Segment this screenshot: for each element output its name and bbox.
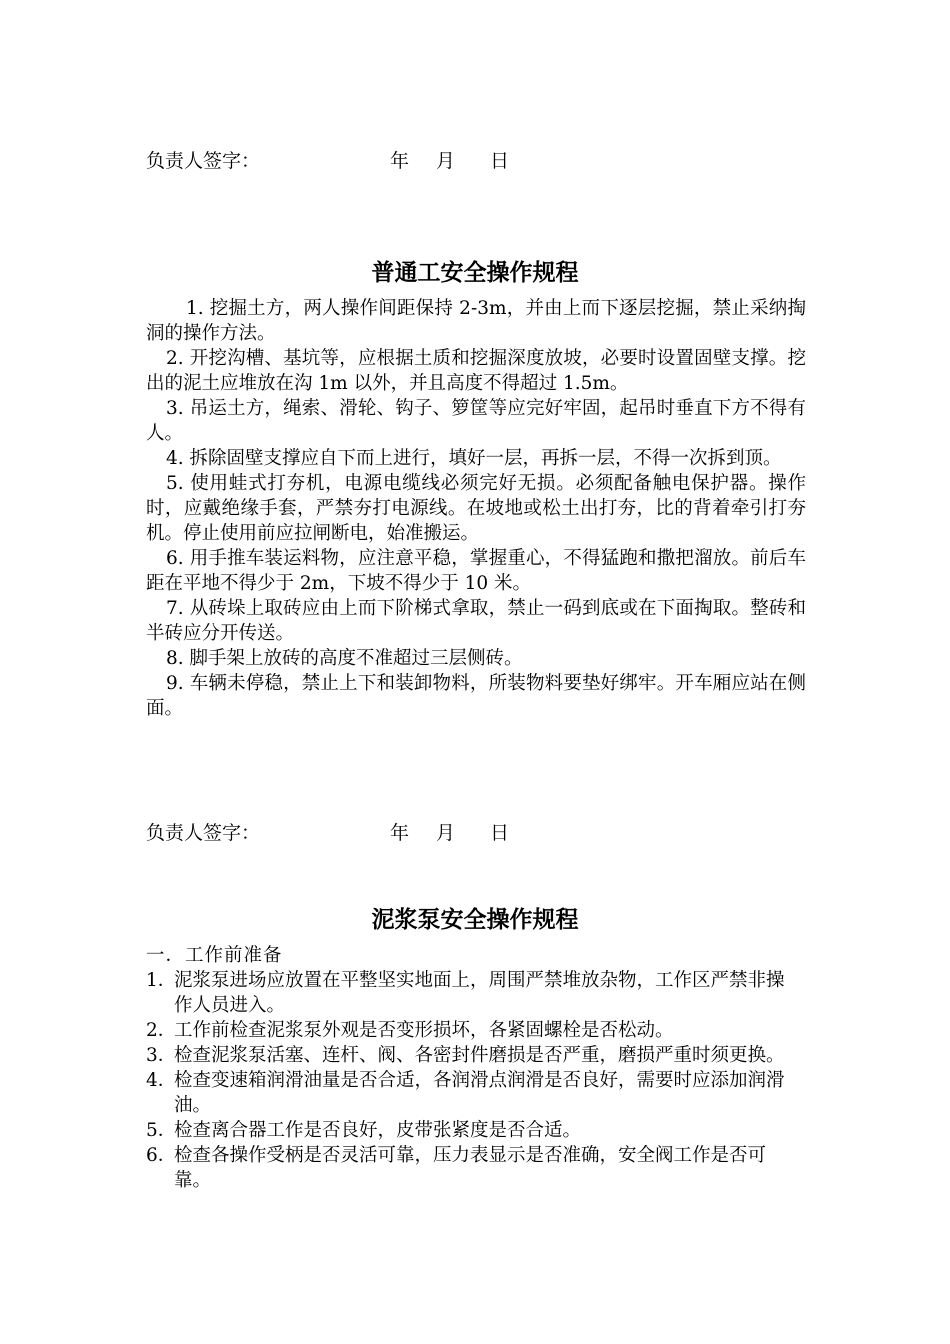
section-title-mud-pump: 泥浆泵安全操作规程 <box>371 906 579 933</box>
day-label: 日 <box>490 822 510 844</box>
item-text: 检查变速箱润滑油量是否合适，各润滑点润滑是否良好，需要时应添加润滑油。 <box>174 1070 785 1116</box>
rule-item: 9. 车辆未停稳，禁止上下和装卸物料，所装物料要垫好绑牢。开车厢应站在侧面。 <box>146 673 806 719</box>
item-number: 4． <box>146 1070 177 1091</box>
mud-pump-rules <box>146 943 786 1193</box>
list-item <box>146 1118 786 1143</box>
day-label: 日 <box>490 150 510 172</box>
signature-label: 负责人签字： <box>146 150 261 172</box>
rule-item: 4. 拆除固壁支撑应自下而上进行，填好一层，再拆一层，不得一次拆到顶。 <box>166 448 782 469</box>
year-label: 年 <box>390 822 410 844</box>
section-title-general-worker: 普通工安全操作规程 <box>371 259 579 286</box>
general-worker-rules <box>146 296 806 721</box>
item-number: 1． <box>146 970 177 991</box>
subsection-heading: 一．工作前准备 <box>146 945 283 966</box>
item-text: 泥浆泵进场应放置在平整坚实地面上，周围严禁堆放杂物，工作区严禁非操作人员进入。 <box>174 970 785 1016</box>
list-item <box>146 1068 786 1118</box>
signature-line-bottom <box>146 820 510 846</box>
rule-item: 6. 用手推车装运料物，应注意平稳，掌握重心，不得猛跑和撒把溜放。前后车距在平地不得少于 2m，下坡不得少于 10 米。 <box>146 548 806 594</box>
list-item <box>146 1043 786 1068</box>
item-number: 6． <box>146 1145 177 1166</box>
rule-item: 3. 吊运土方，绳索、滑轮、钩子、箩筐等应完好牢固，起吊时垂直下方不得有人。 <box>146 398 806 444</box>
rule-item: 1. 挖掘土方，两人操作间距保持 2-3m，并由上而下逐层挖掘，禁止采纳掏洞的操作方法。 <box>146 298 806 344</box>
rule-item: 8. 脚手架上放砖的高度不准超过三层侧砖。 <box>166 648 523 669</box>
item-text: 检查离合器工作是否良好，皮带张紧度是否合适。 <box>174 1120 582 1141</box>
rule-item: 2. 开挖沟槽、基坑等，应根据土质和挖掘深度放坡，必要时设置固壁支撑。挖出的泥土应堆放在沟 1m 以外，并且高度不得超过 1.5m。 <box>146 348 806 394</box>
item-number: 3． <box>146 1045 177 1066</box>
rule-item: 5. 使用蛙式打夯机，电源电缆线必须完好无损。必须配备触电保护器。操作时，应戴绝缘手套，严禁夯打电源线。在坡地或松土出打夯，比的背着牵引打夯机。停止使用前应拉闸断电，始准搬运。 <box>146 473 806 544</box>
list-item <box>146 1143 786 1193</box>
item-number: 2． <box>146 1020 177 1041</box>
item-text: 检查各操作受柄是否灵活可靠，压力表显示是否准确，安全阀工作是否可靠。 <box>174 1145 767 1191</box>
month-label: 月 <box>436 150 456 172</box>
item-text: 检查泥浆泵活塞、连杆、阀、各密封件磨损是否严重，磨损严重时须更换。 <box>174 1045 785 1066</box>
list-item <box>146 968 786 1018</box>
item-number: 5． <box>146 1120 177 1141</box>
rule-item: 7. 从砖垛上取砖应由上而下阶梯式拿取，禁止一码到底或在下面掏取。整砖和半砖应分开传送。 <box>146 598 806 644</box>
signature-label: 负责人签字： <box>146 822 261 844</box>
year-label: 年 <box>390 150 410 172</box>
month-label: 月 <box>436 822 456 844</box>
list-item <box>146 1018 786 1043</box>
item-text: 工作前检查泥浆泵外观是否变形损坏，各紧固螺栓是否松动。 <box>174 1020 674 1041</box>
signature-line-top <box>146 148 510 174</box>
